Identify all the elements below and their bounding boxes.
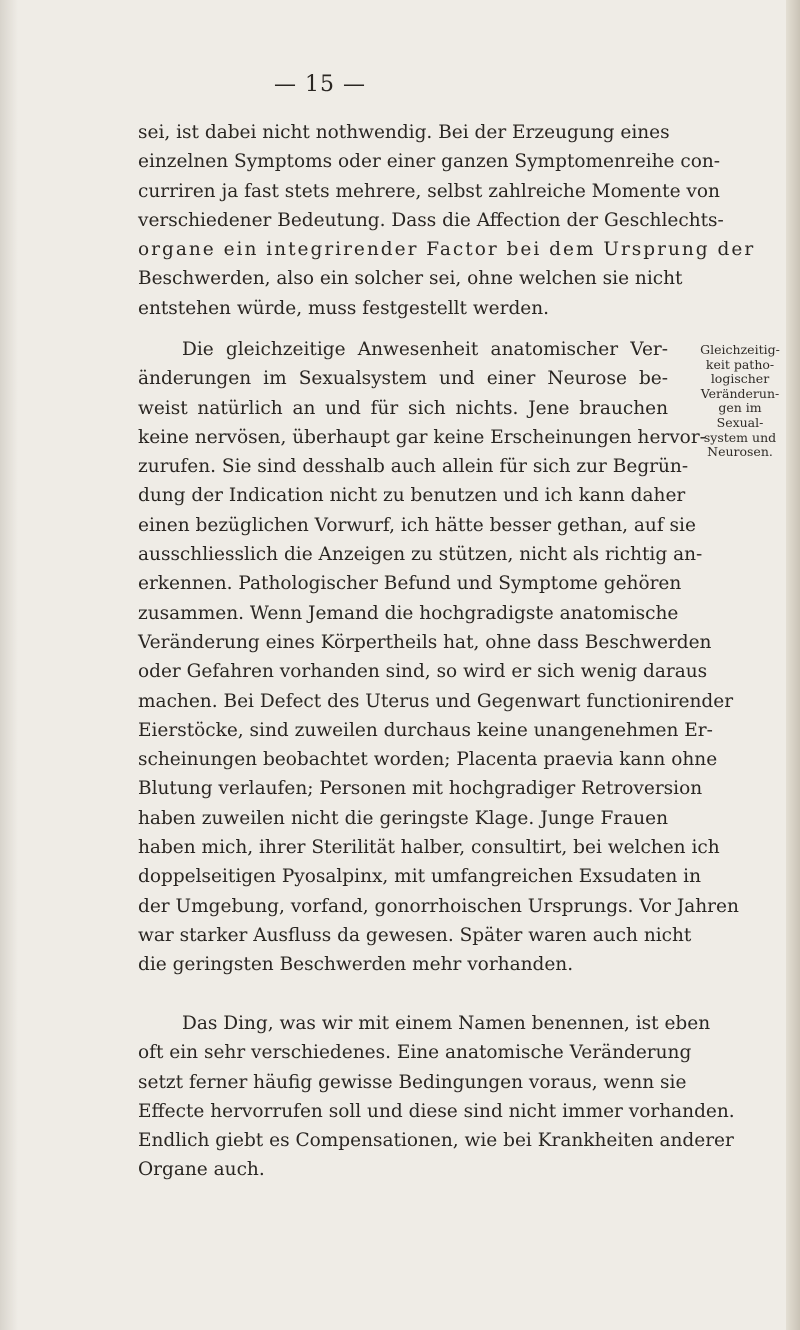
text-line: haben mich, ihrer Sterilität halber, consultirt, bei welchen ich	[138, 837, 720, 859]
text-line: war starker Ausfluss da gewesen. Später waren auch nicht	[138, 924, 692, 946]
text-line: curriren ja fast stets mehrere, selbst zahlreiche Momente von	[138, 180, 720, 202]
text-line: haben zuweilen nicht die geringste Klage. Junge Frauen	[138, 807, 668, 829]
text-line: Die gleichzeitige Anwesenheit anatomischer Ver-	[182, 339, 668, 360]
text-line: der Umgebung, vorfand, gonorrhoischen Ursprungs. Vor Jahren	[138, 895, 739, 917]
text-line: weist natürlich an und für sich nichts. Jene brauchen	[138, 397, 668, 419]
margin-note-line: logischer	[710, 371, 770, 387]
text-line: Effecte hervorrufen soll und diese sind nicht immer vorhanden.	[138, 1100, 735, 1122]
text-line: organe ein integrirender Factor bei dem Ursprung der	[138, 239, 756, 261]
text-line: keine nervösen, überhaupt gar keine Erscheinungen hervor-	[138, 426, 706, 448]
text-line: einen bezüglichen Vorwurf, ich hätte besser gethan, auf sie	[138, 514, 696, 536]
paragraph-2	[138, 335, 739, 980]
text-line: dung der Indication nicht zu benutzen und ich kann daher	[138, 485, 686, 507]
text-line: einzelnen Symptoms oder einer ganzen Symptomenreihe con-	[138, 151, 721, 173]
paragraph-3	[138, 1009, 735, 1185]
text-line: entstehen würde, muss festgestellt werden.	[138, 297, 550, 319]
margin-note-line: system und	[703, 429, 777, 445]
margin-note-line: keit patho-	[705, 356, 775, 372]
text-line: sei, ist dabei nicht nothwendig. Bei der Erzeugung eines	[138, 122, 670, 143]
text-line: ausschliesslich die Anzeigen zu stützen, nicht als richtig an-	[138, 544, 703, 566]
text-line: oder Gefahren vorhanden sind, so wird er sich wenig daraus	[138, 661, 708, 683]
text-line: oft ein sehr verschiedenes. Eine anatomische Veränderung	[138, 1042, 692, 1064]
text-line: Das Ding, was wir mit einem Namen benennen, ist eben	[182, 1013, 711, 1034]
text-line: die geringsten Beschwerden mehr vorhanden.	[138, 954, 574, 976]
text-line: Beschwerden, also ein solcher sei, ohne welchen sie nicht	[138, 268, 683, 290]
text-line: verschiedener Bedeutung. Dass die Affection der Geschlechts-	[138, 209, 724, 231]
text-line: Organe auch.	[138, 1159, 265, 1181]
paragraph-1	[138, 118, 756, 323]
text-line: Blutung verlaufen; Personen mit hochgradiger Retroversion	[138, 778, 703, 800]
margin-note	[690, 343, 790, 460]
margin-note-line: Veränderun-	[700, 385, 780, 401]
text-line: zusammen. Wenn Jemand die hochgradigste anatomische	[138, 602, 679, 624]
page-number: — 15 —	[274, 72, 366, 97]
margin-note-line: Gleichzeitig-	[700, 342, 780, 357]
text-line: doppelseitigen Pyosalpinx, mit umfangreichen Exsudaten in	[138, 866, 701, 888]
text-line: machen. Bei Defect des Uterus und Gegenwart functionirender	[138, 690, 734, 712]
text-line: setzt ferner häufig gewisse Bedingungen voraus, wenn sie	[138, 1071, 687, 1093]
text-line: Endlich giebt es Compensationen, wie bei Krankheiten anderer	[138, 1130, 734, 1152]
text-line: änderungen im Sexualsystem und einer Neurose be-	[138, 368, 668, 390]
text-line: zurufen. Sie sind desshalb auch allein für sich zur Begrün-	[138, 456, 689, 478]
margin-note-line: Neurosen.	[707, 444, 773, 460]
text-line: Veränderung eines Körpertheils hat, ohne dass Beschwerden	[138, 631, 712, 653]
page-edge	[786, 0, 800, 1330]
text-line: scheinungen beobachtet worden; Placenta praevia kann ohne	[138, 749, 718, 771]
margin-note-line: Sexual-	[716, 414, 764, 430]
text-line: erkennen. Pathologischer Befund und Symptome gehören	[138, 573, 682, 595]
margin-note-line: gen im	[718, 400, 762, 416]
page-gutter-shadow	[0, 0, 18, 1330]
text-line: Eierstöcke, sind zuweilen durchaus keine unangenehmen Er-	[138, 719, 713, 741]
